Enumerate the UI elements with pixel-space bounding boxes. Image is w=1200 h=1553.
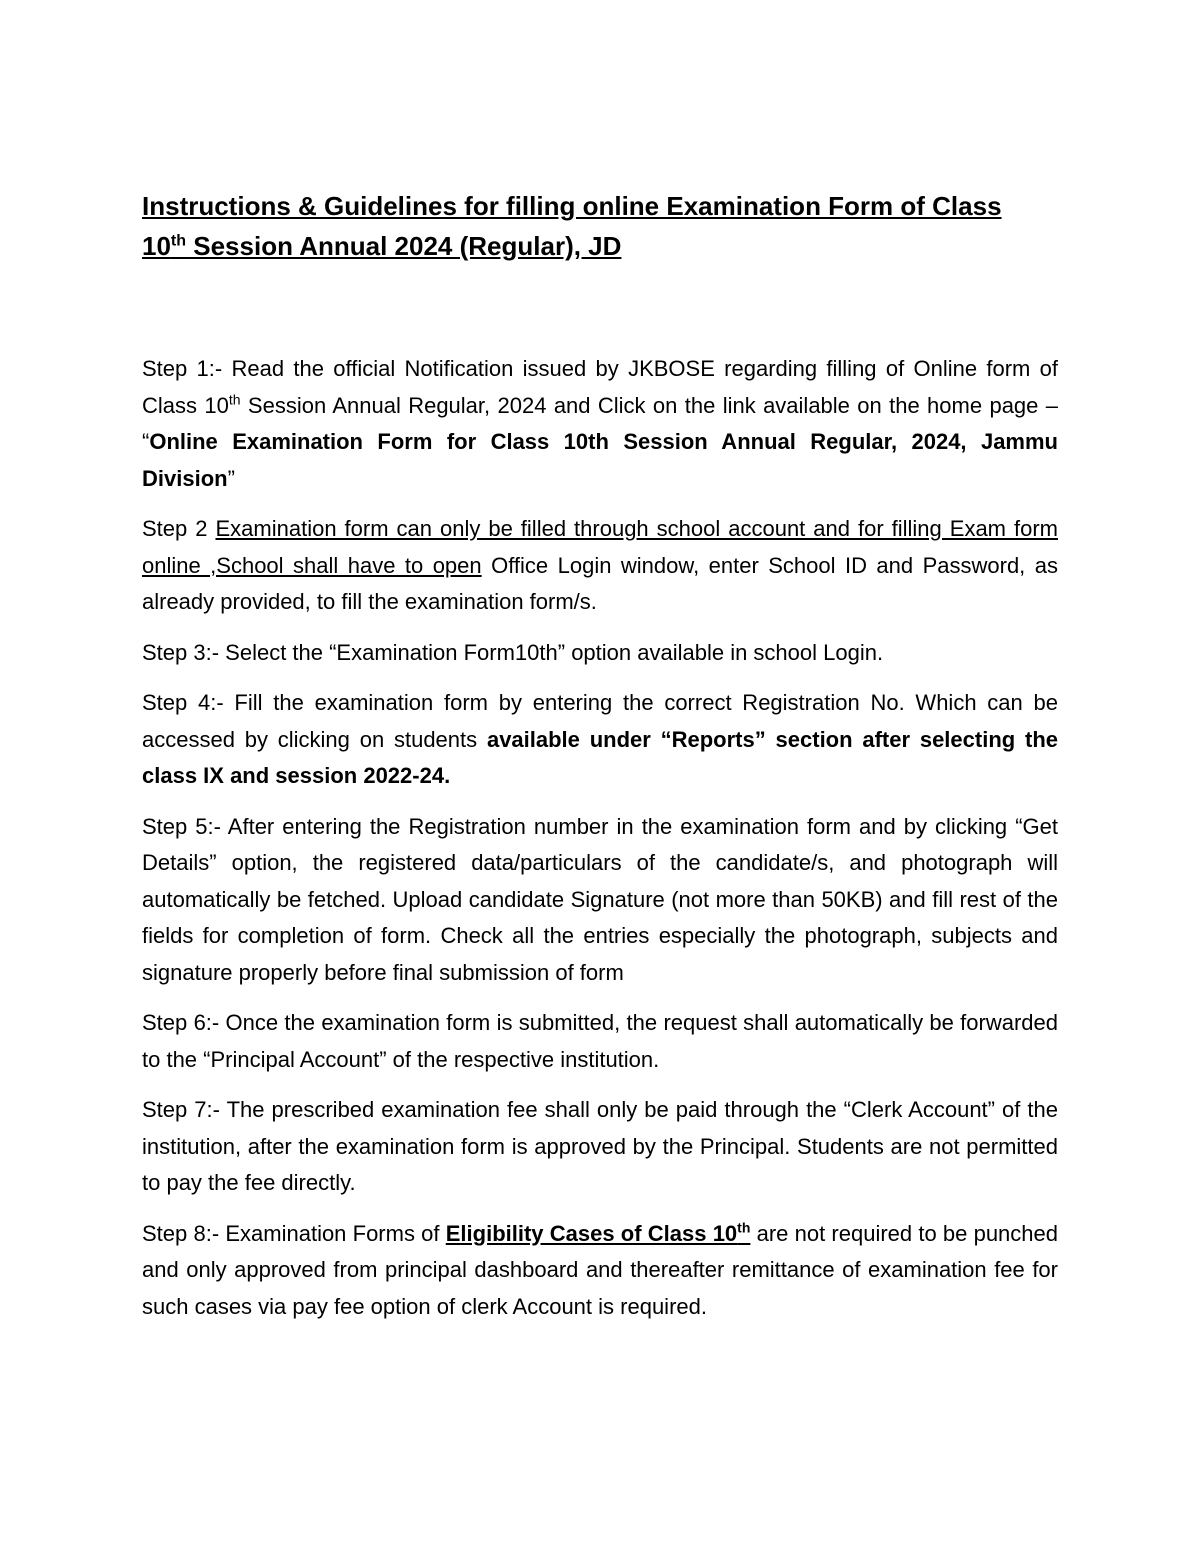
document-page bbox=[142, 186, 1058, 1339]
step-3: Step 3:- Select the “Examination Form10th” option available in school Login. bbox=[142, 639, 884, 665]
step-1-text-b: Session Annual Regular, 2024 and Click on the link available on the home page – “ bbox=[142, 392, 1059, 454]
title-class-superscript: th bbox=[170, 232, 187, 250]
step-2-underlined-text: Examination form can only be filled through school account and for filling Exam form online ,School shall have to open bbox=[142, 516, 1058, 578]
step-2-text-b: Office Login window, enter School ID and Password, as already provided, to fill the examination form/s. bbox=[142, 552, 1058, 614]
step-4-bold-text: available under “Reports” section after selecting the class IX and session 2022-24. bbox=[142, 726, 1059, 788]
step-1-superscript: th bbox=[228, 391, 241, 408]
title-line-2: Session Annual 2024 (Regular), JD bbox=[186, 231, 622, 261]
step-8-text-a: Step 8:- Examination Forms of bbox=[142, 1220, 446, 1246]
step-6: Step 6:- Once the examination form is submitted, the request shall automatically be forwarded to the “Principal Account” of the respective institution. bbox=[142, 1010, 1058, 1072]
step-1-link-name: Online Examination Form for Class 10th Session Annual Regular, 2024, Jammu Division bbox=[142, 429, 1058, 491]
step-2-text-a: Step 2 bbox=[142, 516, 216, 541]
step-1 bbox=[142, 351, 1058, 497]
step-8-superscript: th bbox=[737, 1219, 751, 1236]
document-title bbox=[142, 186, 1058, 266]
step-8-text-b: are not required to be punched and only approved from principal dashboard and thereafter remittance of examination fee for such cases via pay fee option of clerk Account is required. bbox=[142, 1220, 1058, 1319]
step-5: Step 5:- After entering the Registration number in the examination form and by clicking “Get Details” option, the registered data/particulars of the candidate/s, and photograph will automatically be fetched. Upload candidate Signature (not more than 50KB) and fill rest of the fields for completion of form. Check all the entries especially the photograph, subjects and signature properly before final submission of form bbox=[142, 813, 1058, 985]
title-class-number: 10 bbox=[142, 231, 171, 261]
title-line-1: Instructions & Guidelines for filling online Examination Form of Class bbox=[142, 191, 1002, 221]
step-4-text-a: Step 4:- Fill the examination form by entering the correct Registration No. Which can be accessed by clicking on students bbox=[142, 690, 1058, 752]
step-2 bbox=[142, 511, 1058, 621]
step-8-bold-underlined-text bbox=[446, 1221, 751, 1246]
step-8-eligibility-text: Eligibility Cases of Class 10 bbox=[445, 1220, 738, 1246]
step-1-text-c: ” bbox=[227, 465, 235, 491]
step-1-text-a: Step 1:- Read the official Notification issued by JKBOSE regarding filling of Online form of Class 10 bbox=[142, 356, 1058, 418]
step-7: Step 7:- The prescribed examination fee shall only be paid through the “Clerk Account” of the institution, after the examination form is approved by the Principal. Students are not permitted to pay the fee directly. bbox=[142, 1097, 1058, 1195]
step-8 bbox=[142, 1216, 1058, 1326]
steps-list bbox=[142, 351, 1058, 1325]
step-4 bbox=[142, 685, 1058, 795]
